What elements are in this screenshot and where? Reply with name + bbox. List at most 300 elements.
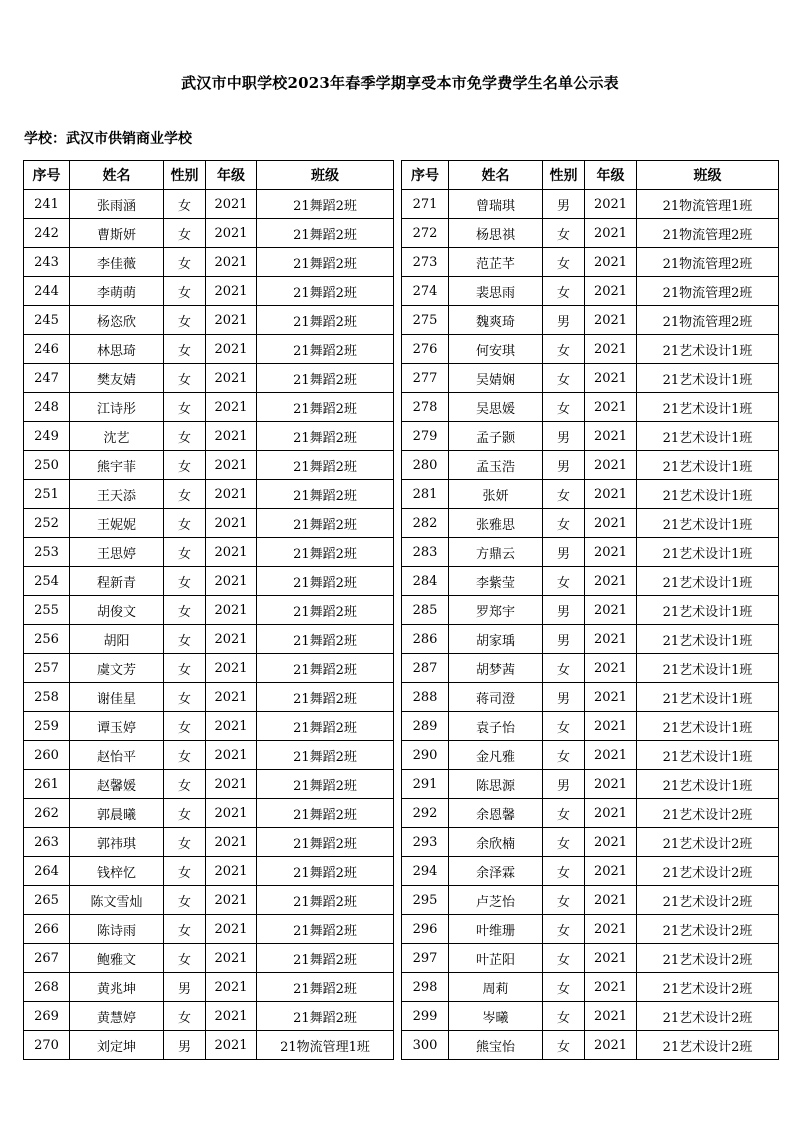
cell-grade: 2021 xyxy=(585,393,637,422)
cell-name: 胡俊文 xyxy=(70,596,164,625)
cell-serial-number: 249 xyxy=(24,422,70,451)
cell-class: 21舞蹈2班 xyxy=(257,480,394,509)
cell-class: 21物流管理2班 xyxy=(637,248,779,277)
cell-serial-number: 283 xyxy=(402,538,449,567)
cell-grade: 2021 xyxy=(585,799,637,828)
cell-name: 李佳薇 xyxy=(70,248,164,277)
table-row xyxy=(402,451,779,480)
cell-class: 21舞蹈2班 xyxy=(257,857,394,886)
cell-grade: 2021 xyxy=(585,422,637,451)
cell-gender: 男 xyxy=(543,770,585,799)
cell-grade: 2021 xyxy=(585,886,637,915)
cell-grade: 2021 xyxy=(206,915,257,944)
cell-gender: 女 xyxy=(543,364,585,393)
table-row xyxy=(402,538,779,567)
cell-grade: 2021 xyxy=(585,654,637,683)
cell-serial-number: 260 xyxy=(24,741,70,770)
cell-name: 沈艺 xyxy=(70,422,164,451)
table-row xyxy=(24,1002,394,1031)
cell-name: 范芷芊 xyxy=(449,248,543,277)
cell-serial-number: 251 xyxy=(24,480,70,509)
cell-serial-number: 266 xyxy=(24,915,70,944)
cell-class: 21舞蹈2班 xyxy=(257,306,394,335)
table-row xyxy=(24,625,394,654)
cell-gender: 女 xyxy=(164,190,206,219)
cell-name: 吴思媛 xyxy=(449,393,543,422)
cell-grade: 2021 xyxy=(206,1002,257,1031)
cell-class: 21艺术设计1班 xyxy=(637,451,779,480)
cell-name: 钱梓忆 xyxy=(70,857,164,886)
cell-name: 张妍 xyxy=(449,480,543,509)
cell-gender: 女 xyxy=(164,712,206,741)
header-name: 姓名 xyxy=(449,161,543,190)
header-class: 班级 xyxy=(637,161,779,190)
table-row xyxy=(402,1031,779,1060)
cell-gender: 男 xyxy=(543,683,585,712)
cell-grade: 2021 xyxy=(206,306,257,335)
cell-class: 21艺术设计1班 xyxy=(637,335,779,364)
table-row xyxy=(402,741,779,770)
cell-serial-number: 282 xyxy=(402,509,449,538)
cell-serial-number: 275 xyxy=(402,306,449,335)
cell-grade: 2021 xyxy=(206,770,257,799)
table-row xyxy=(402,306,779,335)
cell-gender: 女 xyxy=(164,1002,206,1031)
cell-name: 金凡雅 xyxy=(449,741,543,770)
cell-serial-number: 245 xyxy=(24,306,70,335)
cell-name: 王妮妮 xyxy=(70,509,164,538)
cell-serial-number: 295 xyxy=(402,886,449,915)
cell-gender: 女 xyxy=(543,335,585,364)
table-row xyxy=(24,509,394,538)
cell-class: 21舞蹈2班 xyxy=(257,248,394,277)
cell-name: 熊宝怡 xyxy=(449,1031,543,1060)
cell-gender: 女 xyxy=(543,654,585,683)
table-row xyxy=(24,1031,394,1060)
cell-gender: 女 xyxy=(543,480,585,509)
cell-class: 21舞蹈2班 xyxy=(257,364,394,393)
cell-grade: 2021 xyxy=(585,944,637,973)
table-row xyxy=(402,480,779,509)
cell-name: 江诗彤 xyxy=(70,393,164,422)
cell-name: 李紫莹 xyxy=(449,567,543,596)
cell-class: 21舞蹈2班 xyxy=(257,451,394,480)
cell-class: 21舞蹈2班 xyxy=(257,538,394,567)
cell-serial-number: 279 xyxy=(402,422,449,451)
cell-serial-number: 244 xyxy=(24,277,70,306)
table-row xyxy=(24,277,394,306)
cell-class: 21舞蹈2班 xyxy=(257,741,394,770)
cell-gender: 女 xyxy=(543,915,585,944)
table-row xyxy=(24,712,394,741)
cell-gender: 女 xyxy=(164,509,206,538)
cell-class: 21舞蹈2班 xyxy=(257,770,394,799)
cell-gender: 女 xyxy=(164,451,206,480)
cell-name: 叶维珊 xyxy=(449,915,543,944)
cell-gender: 女 xyxy=(164,219,206,248)
cell-class: 21舞蹈2班 xyxy=(257,654,394,683)
school-label: 学校：武汉市供销商业学校 xyxy=(24,131,192,147)
cell-name: 杨恣欣 xyxy=(70,306,164,335)
cell-class: 21艺术设计2班 xyxy=(637,1031,779,1060)
cell-name: 程新青 xyxy=(70,567,164,596)
table-row xyxy=(24,683,394,712)
cell-serial-number: 243 xyxy=(24,248,70,277)
cell-serial-number: 265 xyxy=(24,886,70,915)
cell-serial-number: 276 xyxy=(402,335,449,364)
cell-name: 曾瑞琪 xyxy=(449,190,543,219)
table-row xyxy=(24,567,394,596)
cell-name: 谭玉婷 xyxy=(70,712,164,741)
cell-name: 林思琦 xyxy=(70,335,164,364)
cell-grade: 2021 xyxy=(206,1031,257,1060)
cell-gender: 女 xyxy=(164,480,206,509)
cell-name: 黄慧婷 xyxy=(70,1002,164,1031)
table-row xyxy=(24,248,394,277)
cell-serial-number: 284 xyxy=(402,567,449,596)
table-row xyxy=(24,596,394,625)
cell-name: 胡梦茜 xyxy=(449,654,543,683)
cell-gender: 女 xyxy=(543,393,585,422)
cell-class: 21舞蹈2班 xyxy=(257,596,394,625)
table-row xyxy=(24,219,394,248)
cell-gender: 男 xyxy=(543,422,585,451)
table-row xyxy=(402,857,779,886)
document-title: 武汉市中职学校2023年春季学期享受本市免学费学生名单公示表 xyxy=(181,74,619,92)
cell-serial-number: 255 xyxy=(24,596,70,625)
cell-gender: 女 xyxy=(543,712,585,741)
header-name: 姓名 xyxy=(70,161,164,190)
cell-serial-number: 268 xyxy=(24,973,70,1002)
cell-name: 卢芝怡 xyxy=(449,886,543,915)
cell-gender: 男 xyxy=(543,625,585,654)
cell-class: 21艺术设计1班 xyxy=(637,480,779,509)
cell-serial-number: 289 xyxy=(402,712,449,741)
cell-class: 21艺术设计1班 xyxy=(637,567,779,596)
cell-grade: 2021 xyxy=(206,683,257,712)
cell-grade: 2021 xyxy=(585,190,637,219)
cell-gender: 女 xyxy=(543,886,585,915)
cell-gender: 女 xyxy=(543,828,585,857)
cell-serial-number: 294 xyxy=(402,857,449,886)
table-row xyxy=(402,683,779,712)
table-row xyxy=(24,799,394,828)
cell-class: 21舞蹈2班 xyxy=(257,973,394,1002)
cell-grade: 2021 xyxy=(206,422,257,451)
cell-grade: 2021 xyxy=(206,944,257,973)
cell-grade: 2021 xyxy=(585,567,637,596)
cell-name: 黄兆坤 xyxy=(70,973,164,1002)
cell-name: 吴婧娴 xyxy=(449,364,543,393)
header-gender: 性别 xyxy=(164,161,206,190)
cell-class: 21舞蹈2班 xyxy=(257,915,394,944)
cell-class: 21艺术设计1班 xyxy=(637,509,779,538)
cell-class: 21艺术设计1班 xyxy=(637,741,779,770)
cell-name: 胡家瑀 xyxy=(449,625,543,654)
cell-name: 罗郑宇 xyxy=(449,596,543,625)
cell-gender: 男 xyxy=(543,538,585,567)
cell-serial-number: 300 xyxy=(402,1031,449,1060)
table-row xyxy=(402,219,779,248)
cell-serial-number: 264 xyxy=(24,857,70,886)
cell-grade: 2021 xyxy=(206,364,257,393)
cell-name: 孟子颢 xyxy=(449,422,543,451)
cell-class: 21艺术设计1班 xyxy=(637,712,779,741)
cell-class: 21艺术设计2班 xyxy=(637,857,779,886)
cell-serial-number: 250 xyxy=(24,451,70,480)
cell-gender: 女 xyxy=(164,567,206,596)
cell-gender: 女 xyxy=(164,741,206,770)
cell-grade: 2021 xyxy=(585,915,637,944)
cell-serial-number: 253 xyxy=(24,538,70,567)
table-row xyxy=(402,625,779,654)
table-row xyxy=(24,364,394,393)
cell-class: 21艺术设计1班 xyxy=(637,393,779,422)
header-serial-number: 序号 xyxy=(402,161,449,190)
cell-grade: 2021 xyxy=(206,190,257,219)
cell-grade: 2021 xyxy=(585,364,637,393)
cell-gender: 女 xyxy=(164,364,206,393)
table-row xyxy=(402,422,779,451)
cell-gender: 女 xyxy=(543,567,585,596)
cell-name: 陈文雪灿 xyxy=(70,886,164,915)
cell-grade: 2021 xyxy=(206,596,257,625)
cell-name: 谢佳星 xyxy=(70,683,164,712)
cell-name: 孟玉浩 xyxy=(449,451,543,480)
cell-gender: 男 xyxy=(543,190,585,219)
cell-class: 21物流管理2班 xyxy=(637,219,779,248)
cell-serial-number: 293 xyxy=(402,828,449,857)
cell-name: 何安琪 xyxy=(449,335,543,364)
cell-serial-number: 248 xyxy=(24,393,70,422)
table-row xyxy=(402,712,779,741)
cell-class: 21艺术设计1班 xyxy=(637,596,779,625)
cell-serial-number: 280 xyxy=(402,451,449,480)
table-row xyxy=(402,654,779,683)
cell-serial-number: 297 xyxy=(402,944,449,973)
cell-serial-number: 273 xyxy=(402,248,449,277)
table-row xyxy=(402,509,779,538)
table-row xyxy=(402,393,779,422)
cell-serial-number: 271 xyxy=(402,190,449,219)
table-header-row xyxy=(24,161,394,190)
cell-gender: 女 xyxy=(164,683,206,712)
table-row xyxy=(24,306,394,335)
cell-grade: 2021 xyxy=(206,828,257,857)
cell-name: 方鼎云 xyxy=(449,538,543,567)
cell-serial-number: 267 xyxy=(24,944,70,973)
cell-name: 樊友婧 xyxy=(70,364,164,393)
header-serial-number: 序号 xyxy=(24,161,70,190)
table-row xyxy=(402,770,779,799)
cell-grade: 2021 xyxy=(206,219,257,248)
cell-serial-number: 296 xyxy=(402,915,449,944)
cell-grade: 2021 xyxy=(585,1002,637,1031)
table-row xyxy=(24,422,394,451)
cell-grade: 2021 xyxy=(206,480,257,509)
cell-serial-number: 242 xyxy=(24,219,70,248)
table-row xyxy=(24,828,394,857)
cell-class: 21艺术设计1班 xyxy=(637,654,779,683)
cell-class: 21艺术设计2班 xyxy=(637,886,779,915)
cell-gender: 女 xyxy=(543,741,585,770)
cell-serial-number: 286 xyxy=(402,625,449,654)
table-row xyxy=(402,828,779,857)
cell-gender: 女 xyxy=(164,857,206,886)
cell-grade: 2021 xyxy=(206,712,257,741)
cell-grade: 2021 xyxy=(206,277,257,306)
cell-name: 余泽霖 xyxy=(449,857,543,886)
cell-grade: 2021 xyxy=(585,973,637,1002)
table-row xyxy=(24,480,394,509)
cell-serial-number: 298 xyxy=(402,973,449,1002)
cell-class: 21艺术设计1班 xyxy=(637,683,779,712)
cell-class: 21物流管理2班 xyxy=(637,306,779,335)
cell-serial-number: 291 xyxy=(402,770,449,799)
cell-gender: 女 xyxy=(164,828,206,857)
cell-class: 21舞蹈2班 xyxy=(257,1002,394,1031)
cell-gender: 女 xyxy=(543,509,585,538)
cell-serial-number: 263 xyxy=(24,828,70,857)
cell-class: 21舞蹈2班 xyxy=(257,277,394,306)
cell-grade: 2021 xyxy=(585,828,637,857)
cell-serial-number: 277 xyxy=(402,364,449,393)
header-class: 班级 xyxy=(257,161,394,190)
cell-grade: 2021 xyxy=(585,683,637,712)
header-grade: 年级 xyxy=(585,161,637,190)
cell-serial-number: 256 xyxy=(24,625,70,654)
cell-grade: 2021 xyxy=(206,654,257,683)
cell-name: 郭祎琪 xyxy=(70,828,164,857)
cell-grade: 2021 xyxy=(585,741,637,770)
table-row xyxy=(24,393,394,422)
cell-class: 21舞蹈2班 xyxy=(257,190,394,219)
cell-class: 21艺术设计1班 xyxy=(637,422,779,451)
table-row xyxy=(402,944,779,973)
cell-serial-number: 292 xyxy=(402,799,449,828)
cell-serial-number: 254 xyxy=(24,567,70,596)
cell-name: 裴思雨 xyxy=(449,277,543,306)
cell-name: 鲍雅文 xyxy=(70,944,164,973)
cell-grade: 2021 xyxy=(585,596,637,625)
student-table-right xyxy=(401,160,779,1060)
cell-class: 21艺术设计1班 xyxy=(637,538,779,567)
cell-gender: 女 xyxy=(164,335,206,364)
cell-gender: 男 xyxy=(164,973,206,1002)
cell-name: 魏爽琦 xyxy=(449,306,543,335)
table-row xyxy=(402,886,779,915)
table-row xyxy=(402,335,779,364)
cell-serial-number: 252 xyxy=(24,509,70,538)
cell-grade: 2021 xyxy=(585,538,637,567)
cell-gender: 女 xyxy=(164,538,206,567)
cell-grade: 2021 xyxy=(206,886,257,915)
cell-gender: 女 xyxy=(164,248,206,277)
cell-serial-number: 270 xyxy=(24,1031,70,1060)
cell-name: 郭晨曦 xyxy=(70,799,164,828)
cell-name: 曹斯妍 xyxy=(70,219,164,248)
cell-grade: 2021 xyxy=(206,393,257,422)
cell-grade: 2021 xyxy=(585,712,637,741)
table-row xyxy=(24,915,394,944)
cell-class: 21艺术设计2班 xyxy=(637,944,779,973)
student-table-left xyxy=(23,160,394,1060)
cell-gender: 女 xyxy=(164,654,206,683)
cell-class: 21舞蹈2班 xyxy=(257,799,394,828)
cell-grade: 2021 xyxy=(206,567,257,596)
cell-serial-number: 299 xyxy=(402,1002,449,1031)
cell-class: 21艺术设计2班 xyxy=(637,1002,779,1031)
table-row xyxy=(24,654,394,683)
cell-name: 赵怡平 xyxy=(70,741,164,770)
cell-grade: 2021 xyxy=(585,480,637,509)
cell-grade: 2021 xyxy=(585,219,637,248)
cell-serial-number: 290 xyxy=(402,741,449,770)
cell-gender: 女 xyxy=(164,306,206,335)
cell-class: 21舞蹈2班 xyxy=(257,828,394,857)
cell-gender: 女 xyxy=(543,973,585,1002)
cell-serial-number: 281 xyxy=(402,480,449,509)
cell-class: 21艺术设计2班 xyxy=(637,799,779,828)
table-row xyxy=(24,886,394,915)
cell-serial-number: 247 xyxy=(24,364,70,393)
cell-gender: 男 xyxy=(543,596,585,625)
cell-name: 蒋司澄 xyxy=(449,683,543,712)
cell-grade: 2021 xyxy=(206,248,257,277)
table-row xyxy=(24,451,394,480)
cell-grade: 2021 xyxy=(206,799,257,828)
table-row xyxy=(24,335,394,364)
cell-gender: 男 xyxy=(164,1031,206,1060)
header-grade: 年级 xyxy=(206,161,257,190)
cell-class: 21舞蹈2班 xyxy=(257,393,394,422)
cell-class: 21物流管理1班 xyxy=(257,1031,394,1060)
cell-class: 21艺术设计1班 xyxy=(637,364,779,393)
cell-class: 21舞蹈2班 xyxy=(257,219,394,248)
cell-name: 袁子怡 xyxy=(449,712,543,741)
cell-name: 杨思祺 xyxy=(449,219,543,248)
cell-gender: 女 xyxy=(543,799,585,828)
table-row xyxy=(24,770,394,799)
cell-serial-number: 272 xyxy=(402,219,449,248)
header-gender: 性别 xyxy=(543,161,585,190)
cell-class: 21舞蹈2班 xyxy=(257,712,394,741)
cell-serial-number: 241 xyxy=(24,190,70,219)
cell-grade: 2021 xyxy=(585,248,637,277)
cell-serial-number: 287 xyxy=(402,654,449,683)
table-row xyxy=(402,277,779,306)
cell-grade: 2021 xyxy=(206,625,257,654)
cell-gender: 女 xyxy=(164,886,206,915)
cell-grade: 2021 xyxy=(585,335,637,364)
cell-name: 周莉 xyxy=(449,973,543,1002)
cell-gender: 女 xyxy=(543,277,585,306)
table-row xyxy=(24,741,394,770)
cell-name: 虞文芳 xyxy=(70,654,164,683)
cell-class: 21舞蹈2班 xyxy=(257,509,394,538)
cell-class: 21物流管理2班 xyxy=(637,277,779,306)
cell-name: 王天添 xyxy=(70,480,164,509)
table-row xyxy=(402,915,779,944)
table-row xyxy=(24,944,394,973)
cell-gender: 女 xyxy=(543,248,585,277)
cell-grade: 2021 xyxy=(585,770,637,799)
cell-name: 赵馨媛 xyxy=(70,770,164,799)
table-row xyxy=(402,567,779,596)
cell-grade: 2021 xyxy=(206,741,257,770)
cell-serial-number: 269 xyxy=(24,1002,70,1031)
cell-class: 21舞蹈2班 xyxy=(257,625,394,654)
